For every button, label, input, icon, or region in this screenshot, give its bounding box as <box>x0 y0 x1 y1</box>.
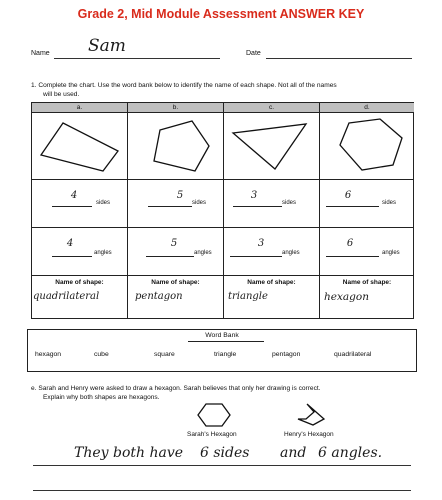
question-e-line-2: Explain why both shapes are hexagons. <box>43 394 160 401</box>
shape-name-answer-b: pentagon <box>135 291 183 302</box>
question-e-line-1: e. Sarah and Henry were asked to draw a hexagon. Sarah believes that only her drawing is correct. <box>31 385 321 392</box>
sides-answer-b: 5 <box>176 190 184 201</box>
answer-line <box>52 256 92 257</box>
grid-line <box>32 227 413 228</box>
sides-label-c: sides <box>282 200 297 206</box>
shape-name-label-a: Name of shape: <box>55 279 104 286</box>
answer-line <box>148 206 192 207</box>
answer-line <box>146 256 194 257</box>
name-line <box>54 58 220 59</box>
sides-label-b: sides <box>192 200 207 206</box>
angles-label-a: angles <box>94 250 112 256</box>
shape-name-label-b: Name of shape: <box>151 279 200 286</box>
sides-answer-d: 6 <box>344 190 352 201</box>
angles-label-b: angles <box>194 250 212 256</box>
sides-answer-c: 3 <box>250 190 258 201</box>
answer-line <box>326 206 379 207</box>
date-label: Date <box>246 50 261 57</box>
student-name: Sam <box>88 36 126 56</box>
henry-hexagon-drawing <box>294 401 328 429</box>
sides-label-a: sides <box>96 200 111 206</box>
sarah-hexagon-label: Sarah's Hexagon <box>187 431 237 438</box>
answer-text-part-3: and <box>280 445 307 461</box>
answer-line <box>326 256 379 257</box>
column-header-b: b. <box>128 103 223 112</box>
answer-text-part-2: 6 sides <box>200 445 250 461</box>
word-bank-item: cube <box>94 351 109 358</box>
angles-answer-d: 6 <box>346 238 354 249</box>
word-bank-item: square <box>154 351 175 358</box>
answer-line <box>52 206 92 207</box>
grid-line <box>32 179 413 180</box>
angles-answer-a: 4 <box>66 238 74 249</box>
answer-line-1 <box>33 465 411 466</box>
answer-text-part-1: They both have <box>74 445 184 461</box>
answer-text-part-4: 6 angles. <box>318 445 383 461</box>
question-1-line-2: will be used. <box>43 91 80 98</box>
date-line <box>266 58 412 59</box>
shape-chart <box>31 102 414 319</box>
word-bank-item: pentagon <box>272 351 301 358</box>
shape-name-answer-a: quadrilateral <box>33 291 100 302</box>
answer-line-2 <box>33 490 411 491</box>
word-bank-item: hexagon <box>35 351 62 358</box>
quadrilateral-shape <box>41 123 118 171</box>
column-header-c: c. <box>224 103 319 112</box>
answer-line <box>230 256 282 257</box>
angles-label-d: angles <box>382 250 400 256</box>
shape-name-label-d: Name of shape: <box>342 279 392 286</box>
answer-line <box>233 206 282 207</box>
shape-name-label-c: Name of shape: <box>247 279 296 286</box>
name-label: Name <box>31 50 50 57</box>
angles-answer-b: 5 <box>170 238 178 249</box>
grid-line <box>32 275 413 276</box>
pentagon-shape <box>154 121 209 171</box>
word-bank-item: triangle <box>214 351 237 358</box>
question-1-line-1: 1. Complete the chart. Use the word bank below to identify the name of each shape. Not all of the names <box>31 82 337 89</box>
hexagon-shape <box>340 119 402 170</box>
word-bank-divider <box>188 341 264 342</box>
triangle-shape <box>233 124 306 169</box>
page-title: Grade 2, Mid Module Assessment ANSWER KEY <box>77 7 365 21</box>
shape-name-answer-c: triangle <box>228 291 268 302</box>
henry-hexagon-label: Henry's Hexagon <box>284 431 334 438</box>
word-bank-item: quadrilateral <box>334 351 372 358</box>
column-header-d: d. <box>320 103 414 112</box>
word-bank-title: Word Bank <box>205 332 239 339</box>
sarah-hexagon-drawing <box>196 401 232 429</box>
column-header-a: a. <box>32 103 127 112</box>
angles-label-c: angles <box>282 250 300 256</box>
shape-name-answer-d: hexagon <box>324 291 369 303</box>
word-bank <box>27 329 417 372</box>
angles-answer-c: 3 <box>257 238 265 249</box>
sides-label-d: sides <box>382 200 397 206</box>
shapes-row <box>32 113 415 179</box>
sides-answer-a: 4 <box>70 190 78 201</box>
